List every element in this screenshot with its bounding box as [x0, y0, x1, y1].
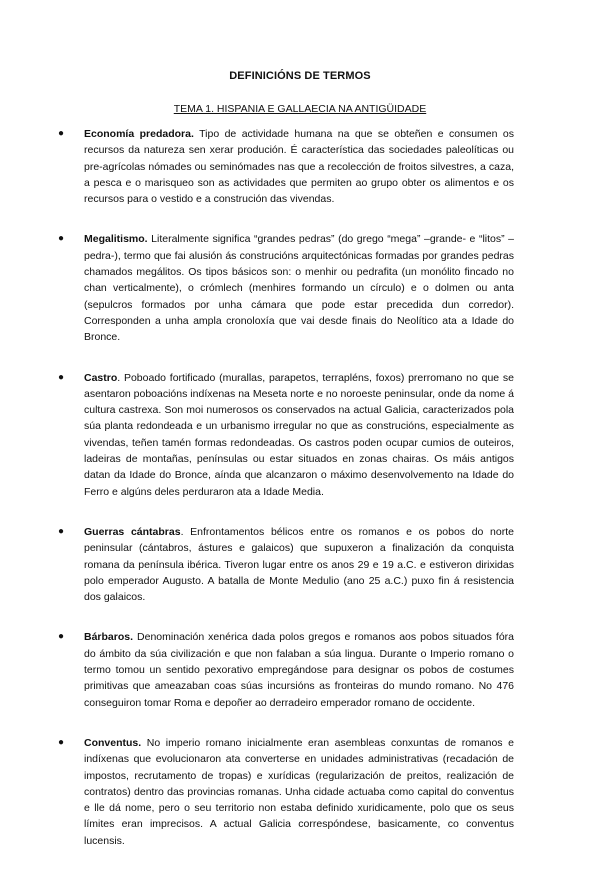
term-name: Guerras cántabras [84, 525, 181, 538]
terms-list [58, 126, 514, 873]
term-definition: . Enfrontamentos bélicos entre os romanos e os pobos do norte peninsular (cántabros, ástures e galaicos) que supuxeron a finalización da conquista romana da península ibérica. Tiveron lugar entre os anos 29 e 19 a.C. e estiveron dirixidas polo emperador Augusto. A batalla de Monte Medulio (ano 25 a.C.) puxo fin á resistencia dos galaicos. [84, 525, 514, 604]
term-guerras-cantabras [58, 524, 514, 605]
term-definition: Tipo de actividade humana na que se obteñen e consumen os recursos da natureza sen xerar produción. É característica das sociedades paleolíticas ou pre-agrícolas nómades ou seminómades nas que a recolección de froitos silvestres, a caza, a pesca e o marisqueo son as actividades que permiten ao grupo obter os alimentos e os recursos para o vestido e a construción das vivendas. [84, 128, 514, 206]
bullet-icon: ● [58, 128, 65, 139]
bullet-icon: ● [58, 736, 65, 748]
term-definition: No imperio romano inicialmente eran asembleas conxuntas de romanos e indíxenas que evolucionaron ata converterse en unidades administrativas (recadación de impostos, recrutamento de tropas) e xurídicas (regularización de preitos, realización de contratos) dentro das provincias romanas. Unha cidade actuaba como capital do conventus e lle dá nome, pero o seu territorio non estaba definido xuridicamente, polo que os seus límites eran imprecisos. A actual Galicia correspóndese, basicamente, co conventus lucensis. [84, 736, 514, 847]
term-name: Bárbaros. [84, 631, 134, 644]
term-definition: . Poboado fortificado (murallas, parapetos, terrapléns, foxos) prerromano no que se asentaron poboacións indíxenas na Meseta norte e no noroeste peninsular, onde da nome á cultura castrexa. Son moi numerosos os conservados na actual Galicia, caracterizados pola súa planta redondeada e un urbanismo irregular no que as construcións, especialmente as vivendas, teñen tamén formas redondeadas. Os castros poden ocupar cumios de outeiros, ladeiras de montañas, penínsulas ou estar situados en zonas chairas. Os máis antigos datan da Idade do Bronce, aínda que alcanzaron o máximo desenvolvemento na Idade do Ferro e algúns deles perduraron ata a Idade Media. [84, 371, 514, 498]
term-definition: Denominación xenérica dada polos gregos e romanos aos pobos situados fóra do ámbito da súa civilización e que non falaban a súa lingua. Durante o Imperio romano o termo tomou un sentido pexorativo empregándose para designar os pobos de costumes primitivas que ameazaban coas súas incursións as fronteiras do mundo romano. No 476 conseguiron tomar Roma e depoñer ao derradeiro emperador romano de occidente. [84, 631, 514, 709]
term-name: Conventus. [84, 736, 142, 749]
term-definition: Literalmente significa “grandes pedras” (do grego “mega” –grande- e “litos” –pedra-), termo que fai alusión ás construcións arquitectónicas formadas por grandes pedras chamados megálitos. Os tipos básicos son: o menhir ou pedrafita (un monólito fincado no chan verticalmente), o crómlech (menhires formando un círculo) e o dolmen ou anta (sepulcros formados por unha cámara que pode estar precedida dun corredor). Corresponden a unha ampla cronoloxía que vai desde finais do Neolítico ata a Idade do Bronce. [84, 233, 514, 344]
bullet-icon: ● [58, 631, 65, 643]
term-barbaros [58, 629, 514, 710]
term-castro [58, 370, 514, 500]
page-title: DEFINICIÓNS DE TERMOS [229, 70, 371, 82]
term-name: Economía predadora. [84, 128, 194, 140]
bullet-icon: ● [58, 525, 65, 537]
term-name: Castro [84, 371, 118, 384]
page-subtitle: TEMA 1. HISPANIA E GALLAECIA NA ANTIGÜIDADE [173, 103, 427, 115]
term-conventus [58, 735, 514, 849]
term-economia-predadora [58, 126, 514, 207]
term-megalitismo [58, 231, 514, 345]
bullet-icon: ● [58, 233, 65, 245]
term-name: Megalitismo. [84, 233, 148, 246]
bullet-icon: ● [58, 371, 65, 383]
